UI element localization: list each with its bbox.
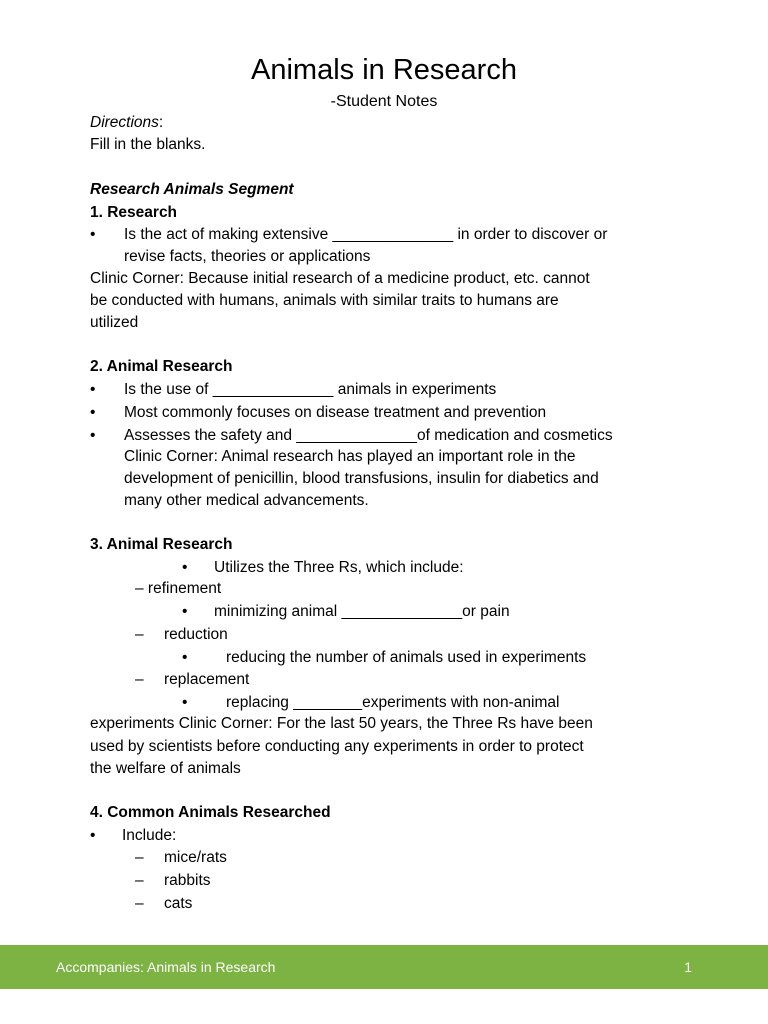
- bullet: •: [90, 827, 96, 844]
- bullet: •: [182, 603, 188, 620]
- section-2-bullet-2: Most commonly focuses on disease treatment and prevention: [124, 404, 547, 421]
- bullet: •: [182, 559, 188, 576]
- bullet: •: [90, 427, 96, 444]
- document-title: Animals in Research: [251, 54, 517, 86]
- section-1-clinic-line-3: utilized: [90, 314, 139, 331]
- bullet: •: [90, 226, 96, 243]
- segment-title: Research Animals Segment: [90, 181, 294, 198]
- bullet: •: [182, 694, 188, 711]
- section-3-bullet-1: Utilizes the Three Rs, which include:: [214, 559, 464, 576]
- section-1-clinic-line-1: Clinic Corner: Because initial research of a medicine product, etc. cannot: [90, 270, 590, 287]
- section-3-dash-refinement: – refinement: [135, 580, 222, 597]
- section-3-replacement-detail: replacing ________experiments with non-animal: [226, 694, 560, 711]
- directions-label: Directions: [90, 114, 159, 131]
- section-1-heading: 1. Research: [90, 204, 178, 221]
- section-1-bullet-1-line-1: Is the act of making extensive ______________ in order to discover or: [124, 226, 608, 243]
- dash: –: [135, 626, 144, 643]
- footer-text: Accompanies: Animals in Research: [56, 959, 276, 975]
- section-3-clinic-line-2: used by scientists before conducting any experiments in order to protect: [90, 738, 584, 755]
- document-subtitle: -Student Notes: [330, 93, 438, 110]
- footer-bar: [0, 945, 768, 989]
- section-3-dash-reduction: reduction: [164, 626, 228, 643]
- section-1-bullet-1-line-2: revise facts, theories or applications: [124, 248, 371, 265]
- bullet: •: [90, 404, 96, 421]
- section-4-heading: 4. Common Animals Researched: [90, 804, 331, 821]
- section-3-clinic-line-1: experiments Clinic Corner: For the last 50 years, the Three Rs have been: [90, 715, 593, 732]
- directions-colon: :: [158, 114, 164, 131]
- section-2-heading: 2. Animal Research: [90, 358, 233, 375]
- bullet: •: [90, 381, 96, 398]
- section-2-clinic-line-1: Clinic Corner: Animal research has played an important role in the: [124, 448, 576, 465]
- section-3-reduction-detail: reducing the number of animals used in experiments: [226, 649, 587, 666]
- section-4-item-mice-rats: mice/rats: [164, 849, 227, 866]
- dash: –: [135, 849, 144, 866]
- section-2-bullet-1: Is the use of ______________ animals in experiments: [124, 381, 497, 398]
- section-2-clinic-line-2: development of penicillin, blood transfusions, insulin for diabetics and: [124, 470, 599, 487]
- section-3-dash-replacement: replacement: [164, 671, 250, 688]
- dash: –: [135, 671, 144, 688]
- section-1-clinic-line-2: be conducted with humans, animals with similar traits to humans are: [90, 292, 559, 309]
- section-3-refinement-detail: minimizing animal ______________or pain: [214, 603, 510, 620]
- section-3-heading: 3. Animal Research: [90, 536, 233, 553]
- section-4-item-rabbits: rabbits: [164, 872, 211, 889]
- section-2-clinic-line-3: many other medical advancements.: [124, 492, 369, 509]
- page-number: 1: [684, 959, 692, 975]
- dash: –: [135, 895, 144, 912]
- section-4-bullet-1: Include:: [122, 827, 177, 844]
- section-2-bullet-3: Assesses the safety and ______________of medication and cosmetics: [124, 427, 613, 444]
- bullet: •: [182, 649, 188, 666]
- directions-text: Fill in the blanks.: [90, 136, 206, 153]
- dash: –: [135, 872, 144, 889]
- directions-line: [90, 112, 163, 134]
- section-3-clinic-line-3: the welfare of animals: [90, 760, 241, 777]
- section-4-item-cats: cats: [164, 895, 193, 912]
